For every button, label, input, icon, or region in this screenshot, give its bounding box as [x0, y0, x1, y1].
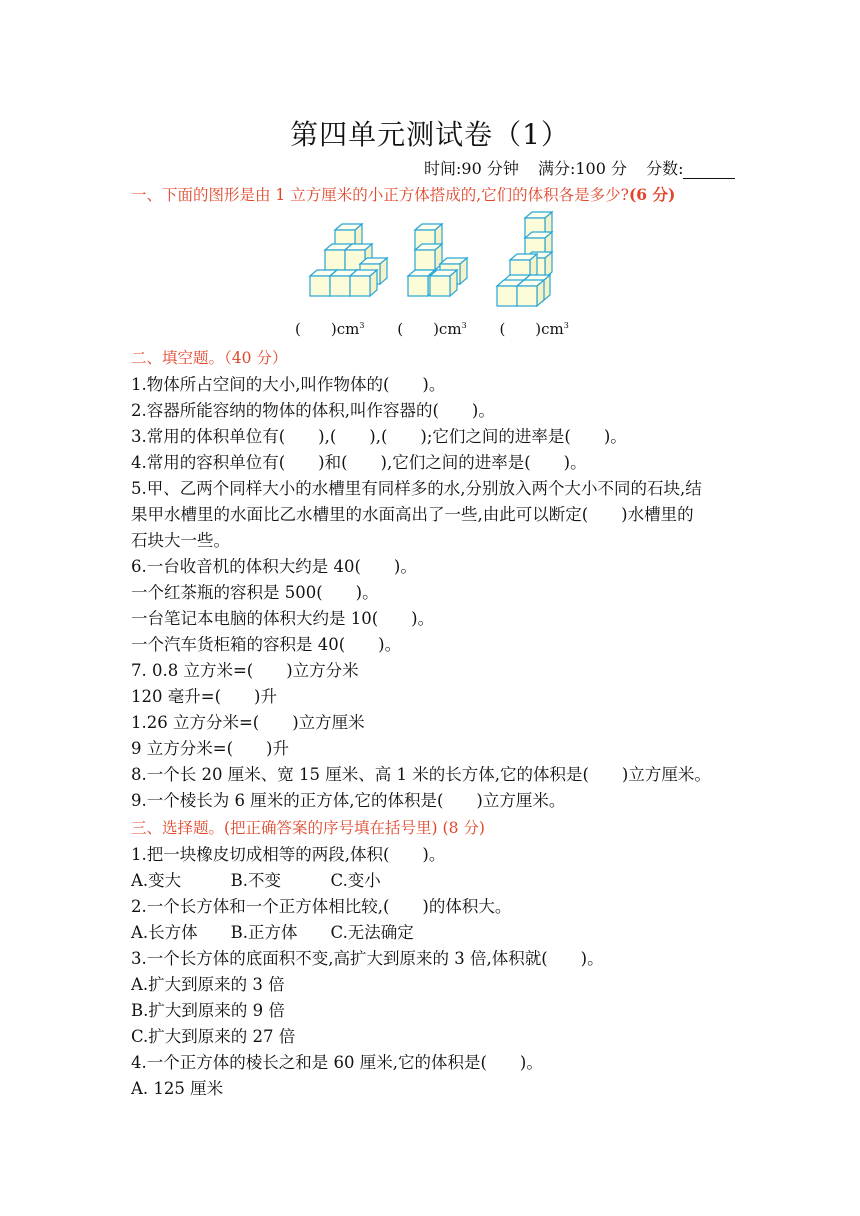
section-1-answers: [295, 318, 597, 339]
section-2-questions: [131, 372, 741, 814]
question-line: 3.常用的体积单位有( ),( ),( );它们之间的进率是( )。: [131, 427, 627, 446]
section-1-points: (6 分): [628, 185, 676, 204]
question-line: 1.26 立方分米=( )立方厘米: [131, 713, 365, 732]
question-line: 一个红茶瓶的容积是 500( )。: [131, 583, 379, 602]
cube-figures-svg: [300, 208, 560, 308]
answer-slot-2[interactable]: ( )$cm^3$: [397, 320, 467, 338]
choice-line: A.变大 B.不变 C.变小: [131, 871, 381, 890]
exam-meta: [424, 156, 749, 179]
section-1-text: 一、下面的图形是由 1 立方厘米的小正方体搭成的,它们的体积各是多少?: [131, 186, 629, 204]
question-line: 石块大一些。: [131, 531, 230, 550]
answer-slot-1[interactable]: ( )$cm^3$: [295, 320, 365, 338]
question-line: 6.一台收音机的体积大约是 40( )。: [131, 557, 417, 576]
score-label: 分数:: [646, 159, 684, 178]
unit-cube: [350, 270, 377, 296]
section-2-heading: 二、填空题。（40 分）: [131, 349, 288, 367]
section-3-questions: [131, 842, 741, 1102]
choice-line: 3.一个长方体的底面积不变,高扩大到原来的 3 倍,体积就( )。: [131, 949, 604, 968]
question-line: 2.容器所能容纳的物体的体积,叫作容器的( )。: [131, 401, 495, 420]
section-3-heading: 三、选择题。(把正确答案的序号填在括号里) (8 分): [131, 819, 485, 837]
score-blank[interactable]: [683, 163, 735, 179]
question-line: 7. 0.8 立方米=( )立方分米: [131, 661, 359, 680]
choice-line: A. 125 厘米: [131, 1079, 224, 1098]
question-line: 9.一个棱长为 6 厘米的正方体,它的体积是( )立方厘米。: [131, 791, 566, 810]
choice-line: A.扩大到原来的 3 倍: [131, 975, 285, 994]
question-line: 一个汽车货柜箱的容积是 40( )。: [131, 635, 402, 654]
question-line: 4.常用的容积单位有( )和( ),它们之间的进率是( )。: [131, 453, 587, 472]
question-line: 120 毫升=( )升: [131, 687, 277, 706]
choice-line: C.扩大到原来的 27 倍: [131, 1027, 296, 1046]
choice-line: A.长方体 B.正方体 C.无法确定: [131, 923, 414, 942]
question-line: 9 立方分米=( )升: [131, 739, 289, 758]
page-title: 第四单元测试卷（1）: [290, 118, 570, 151]
choice-line: B.扩大到原来的 9 倍: [131, 1001, 285, 1020]
choice-line: 2.一个长方体和一个正方体相比较,( )的体积大。: [131, 897, 512, 916]
unit-cube: [517, 280, 544, 306]
answer-slot-3[interactable]: ( )$cm^3$: [499, 320, 569, 338]
question-line: 果甲水槽里的水面比乙水槽里的水面高出了一些,由此可以断定( )水槽里的: [131, 505, 694, 524]
choice-line: 4.一个正方体的棱长之和是 60 厘米,它的体积是( )。: [131, 1053, 543, 1072]
question-line: 8.一个长 20 厘米、宽 15 厘米、高 1 米的长方体,它的体积是( )立方厘米。: [131, 765, 711, 784]
cube-figures: [300, 208, 560, 308]
section-1-heading: [131, 183, 675, 205]
time-label: 时间:90 分钟: [424, 159, 519, 178]
choice-line: 1.把一块橡皮切成相等的两段,体积( )。: [131, 845, 446, 864]
unit-cube: [415, 244, 442, 270]
unit-cube: [430, 270, 457, 296]
question-line: 1.物体所占空间的大小,叫作物体的( )。: [131, 375, 446, 394]
question-line: 一台笔记本电脑的体积大约是 10( )。: [131, 609, 435, 628]
question-line: 5.甲、乙两个同样大小的水槽里有同样多的水,分别放入两个大小不同的石块,结: [131, 479, 702, 498]
full-score-label: 满分:100 分: [537, 159, 627, 178]
